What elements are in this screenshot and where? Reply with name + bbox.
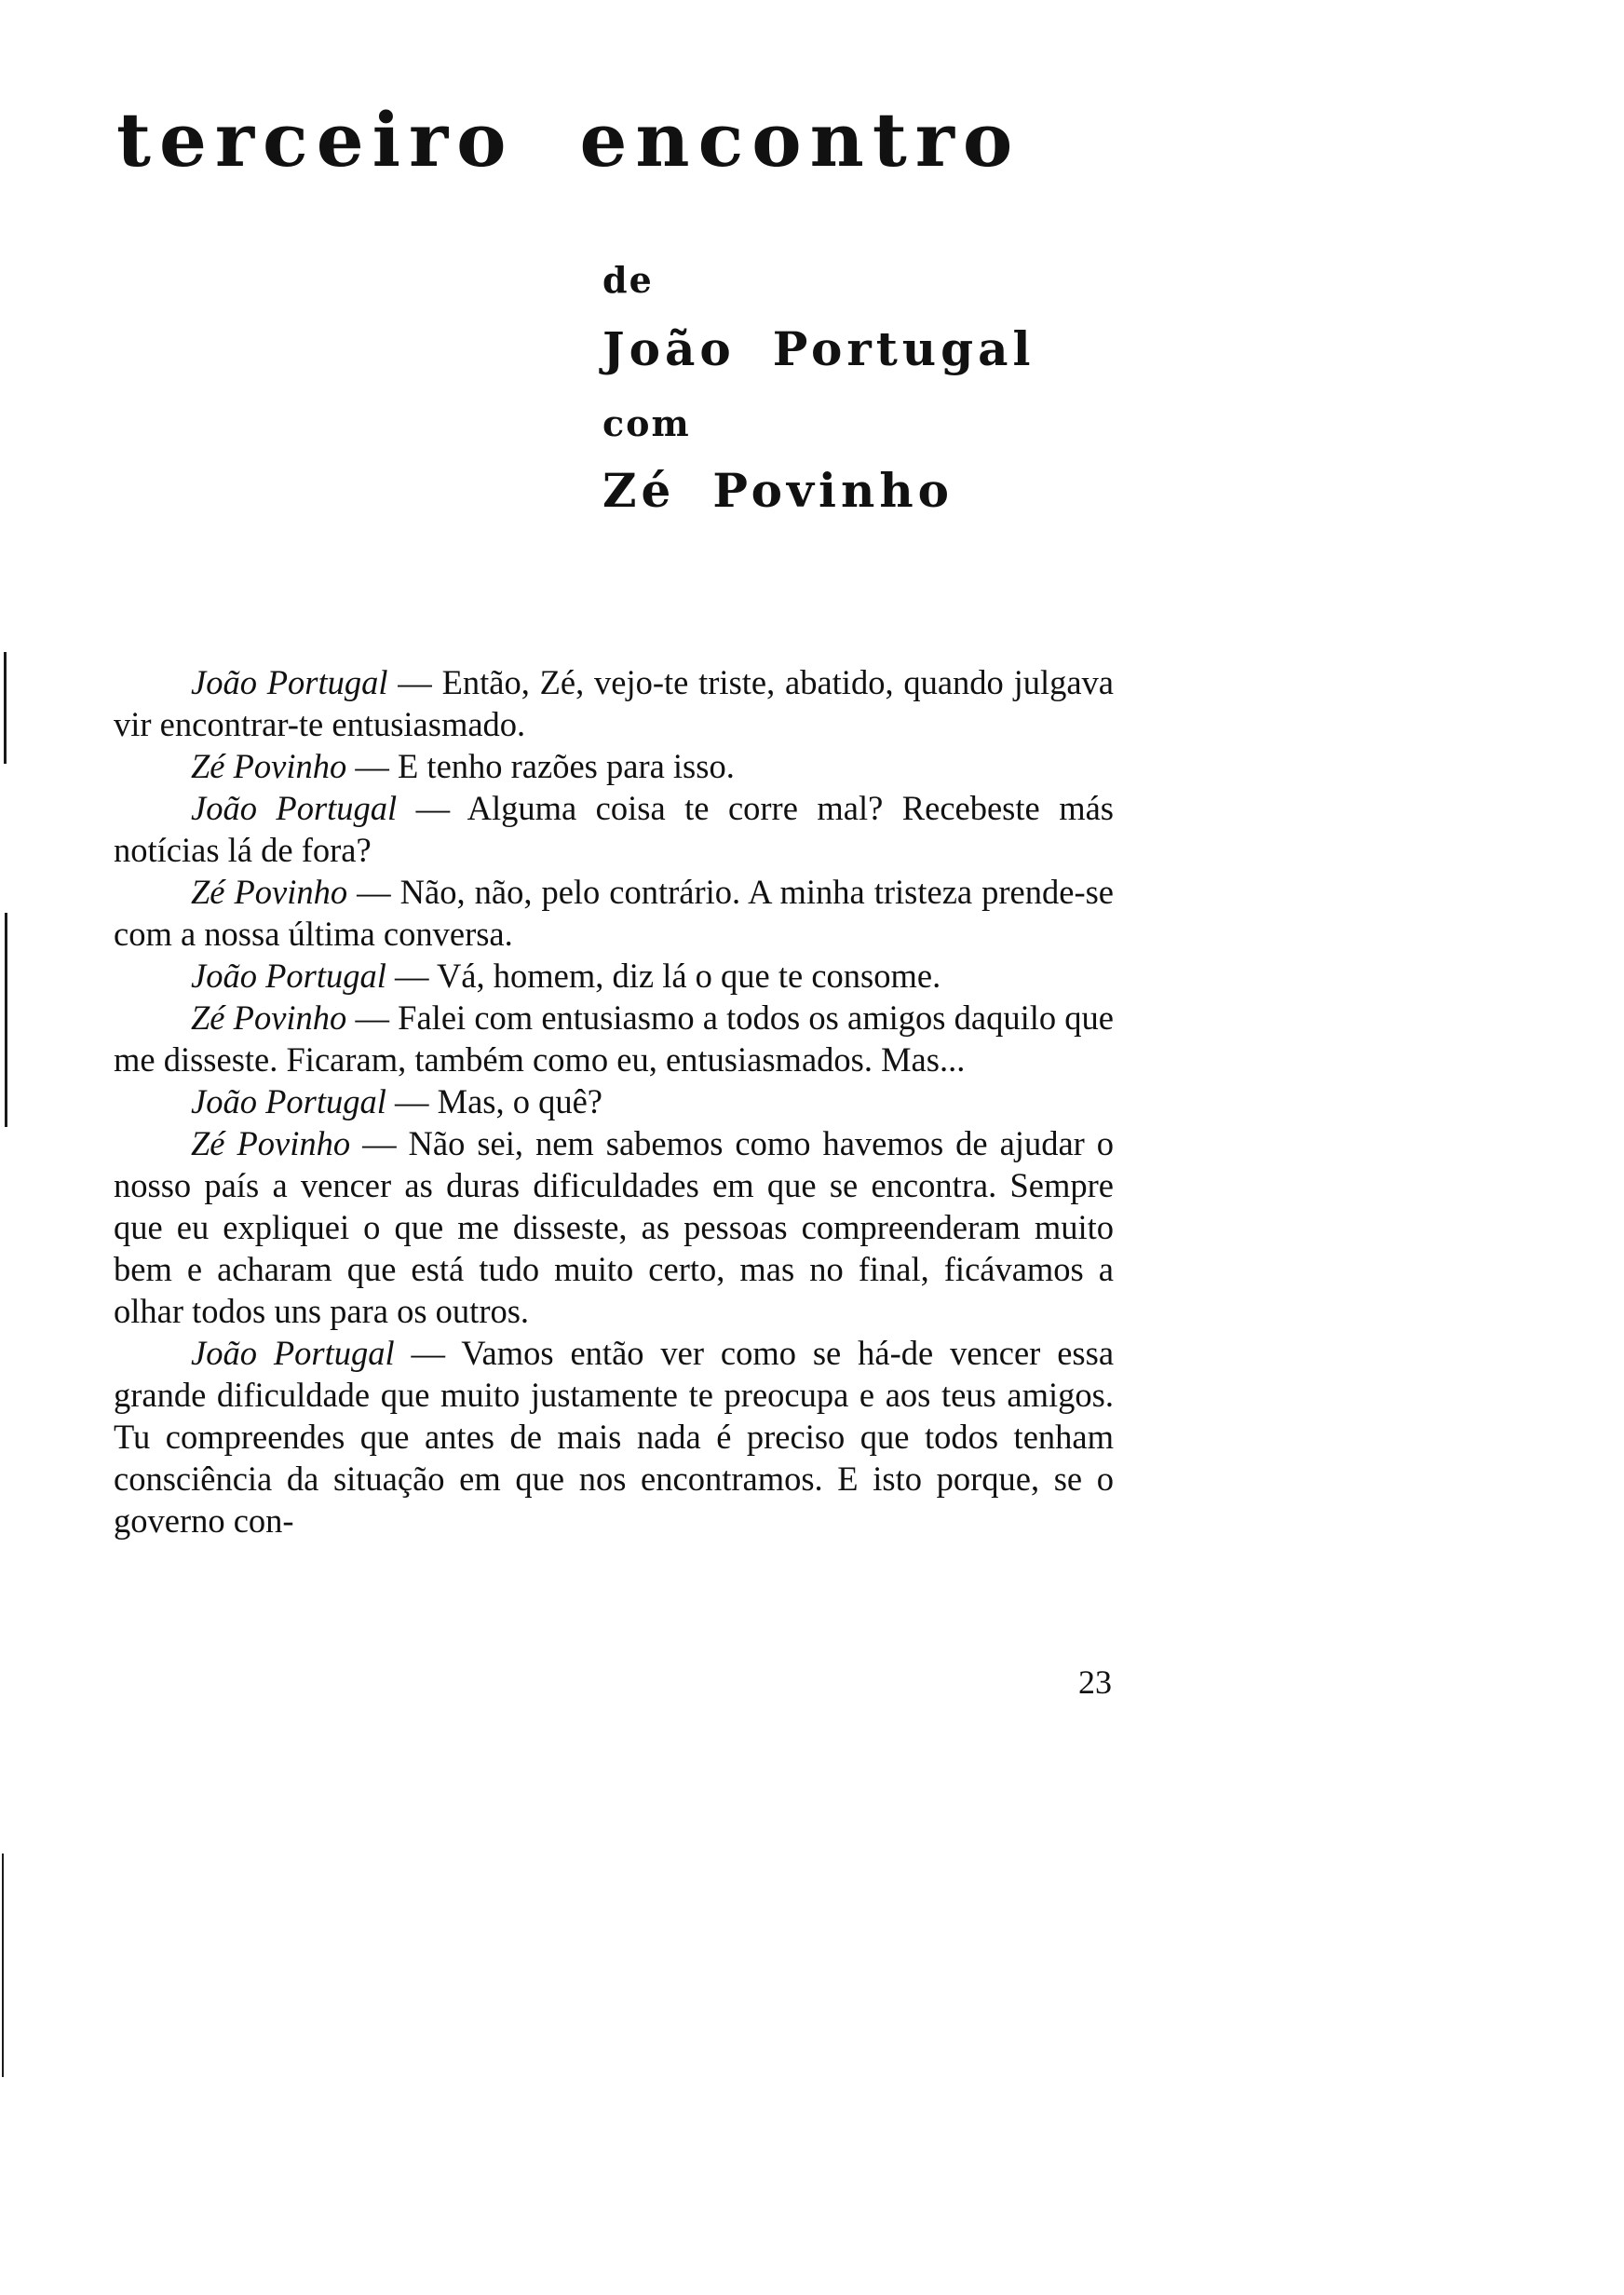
- subtitle-name-2-last: Povinho: [712, 463, 954, 518]
- speaker-name: Zé Povinho: [191, 747, 347, 785]
- speaker-name: João Portugal: [191, 1334, 395, 1372]
- speech-dash: —: [386, 1082, 438, 1120]
- dialogue-body: [114, 661, 1114, 1541]
- dialogue-paragraph: [114, 955, 1114, 997]
- speaker-name: João Portugal: [191, 663, 388, 701]
- speaker-name: Zé Povinho: [191, 1124, 351, 1162]
- subtitle-com: com: [602, 402, 691, 444]
- speech-dash: —: [394, 1334, 462, 1372]
- page-number: 23: [1078, 1664, 1112, 1701]
- subtitle-name-1-first: João: [602, 321, 736, 376]
- dialogue-paragraph: [114, 661, 1114, 745]
- speech-text: Vamos então ver como se há-de vencer essa grande dificuldade que muito justamente te preocupa e aos teus amigos. Tu compreendes que antes de mais nada é preciso que todos tenham consciência da situação em que nos encontramos. E isto porque, se o governo con-: [114, 1334, 1115, 1540]
- speaker-name: Zé Povinho: [191, 998, 347, 1037]
- speech-dash: —: [346, 747, 399, 785]
- speaker-name: João Portugal: [191, 789, 398, 827]
- scan-artifact-mark: [5, 913, 7, 1127]
- chapter-title: [116, 96, 1022, 183]
- speech-dash: —: [346, 998, 399, 1037]
- dialogue-paragraph: [114, 745, 1114, 787]
- speech-dash: —: [386, 957, 437, 995]
- dialogue-paragraph: [114, 787, 1114, 871]
- speech-text: Não, não, pelo contrário. A minha tristeza prende-se com a nossa última conversa.: [114, 873, 1115, 953]
- chapter-title-word-1: terceiro: [116, 96, 515, 183]
- speech-text: Não sei, nem sabemos como havemos de ajudar o nosso país a vencer as duras dificuldades em que se encontra. Sempre que eu expliquei o que me disseste, as pessoas compreenderam muito bem e acharam que está tudo muito certo, mas no final, ficávamos a olhar todos uns para os outros.: [114, 1124, 1115, 1330]
- speech-text: Falei com entusiasmo a todos os amigos daquilo que me disseste. Ficaram, também como eu, entusiasmados. Mas...: [114, 998, 1114, 1079]
- dialogue-paragraph: [114, 1332, 1114, 1541]
- speaker-name: João Portugal: [191, 1082, 386, 1120]
- subtitle-name-ze-povinho: [602, 463, 954, 518]
- speech-text: E tenho razões para isso.: [398, 747, 735, 785]
- dialogue-paragraph: [114, 1080, 1114, 1122]
- dialogue-paragraph: [114, 1122, 1114, 1332]
- speech-text: Então, Zé, vejo-te triste, abatido, quando julgava vir encontrar-te entusiasmado.: [114, 663, 1115, 743]
- scan-artifact-mark: [2, 1854, 4, 2077]
- dialogue-paragraph: [114, 997, 1114, 1080]
- speaker-name: João Portugal: [191, 957, 386, 995]
- speech-dash: —: [387, 663, 442, 701]
- subtitle-de: de: [602, 259, 654, 301]
- subtitle-name-joao-portugal: [602, 321, 1035, 376]
- subtitle-name-2-first: Zé: [602, 463, 676, 518]
- chapter-title-word-2: encontro: [579, 96, 1022, 183]
- speech-text: Alguma coisa te corre mal? Recebeste más notícias lá de fora?: [114, 789, 1114, 869]
- speech-dash: —: [350, 1124, 409, 1162]
- speech-dash: —: [347, 873, 400, 911]
- speech-dash: —: [397, 789, 467, 827]
- speech-text: Vá, homem, diz lá o que te consome.: [436, 957, 941, 995]
- scan-artifact-mark: [4, 652, 7, 764]
- speech-text: Mas, o quê?: [437, 1082, 602, 1120]
- subtitle-name-1-last: Portugal: [772, 321, 1035, 376]
- dialogue-paragraph: [114, 871, 1114, 955]
- speaker-name: Zé Povinho: [191, 873, 348, 911]
